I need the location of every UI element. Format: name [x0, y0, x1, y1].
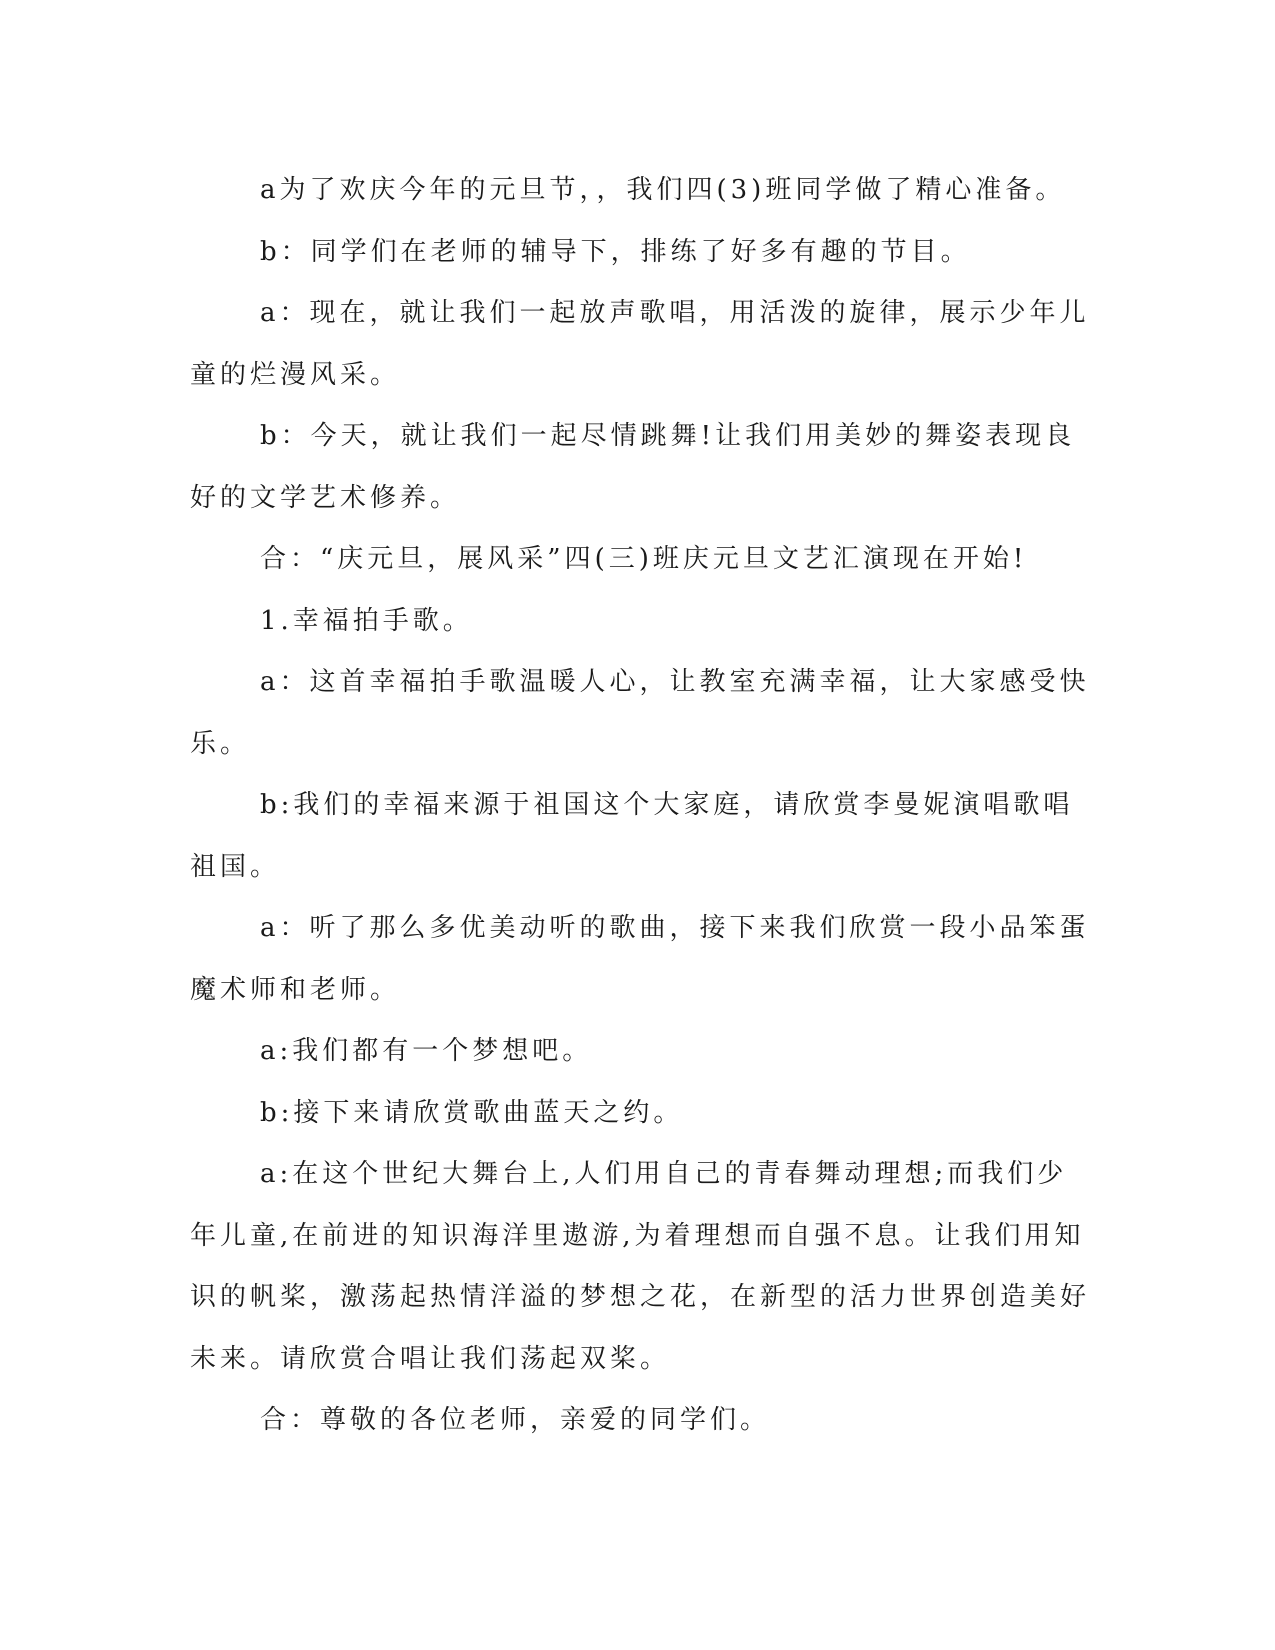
paragraph: 1.幸福拍手歌。 [260, 605, 473, 636]
document-body [190, 160, 1090, 1452]
paragraph: b：今天，就让我们一起尽情跳舞!让我们用美妙的舞姿表现良好的文学艺术修养。 [190, 421, 1076, 513]
paragraph: a：听了那么多优美动听的歌曲，接下来我们欣赏一段小品笨蛋魔术师和老师。 [190, 913, 1090, 1005]
paragraph: a:在这个世纪大舞台上,人们用自己的青春舞动理想;而我们少年儿童,在前进的知识海洋里遨游,为着理想而自强不息。让我们用知识的帆桨，激荡起热情洋溢的梦想之花，在新型的活力世界创造美好未来。请欣赏合唱让我们荡起双桨。 [190, 1159, 1091, 1374]
paragraph: b:我们的幸福来源于祖国这个大家庭，请欣赏李曼妮演唱歌唱祖国。 [190, 790, 1074, 882]
paragraph: a:我们都有一个梦想吧。 [260, 1036, 593, 1066]
paragraph: b:接下来请欣赏歌曲蓝天之约。 [260, 1097, 684, 1128]
paragraph: a为了欢庆今年的元旦节，，我们四(3)班同学做了精心准备。 [260, 175, 1066, 205]
paragraph: a：现在，就让我们一起放声歌唱，用活泼的旋律，展示少年儿童的烂漫风采。 [190, 298, 1090, 390]
paragraph: b：同学们在老师的辅导下，排练了好多有趣的节目。 [260, 236, 971, 267]
paragraph: 合：“庆元旦，展风采”四(三)班庆元旦文艺汇演现在开始! [260, 544, 1028, 574]
paragraph: 合：尊敬的各位老师，亲爱的同学们。 [260, 1405, 771, 1435]
paragraph: a：这首幸福拍手歌温暖人心，让教室充满幸福，让大家感受快乐。 [190, 667, 1090, 759]
